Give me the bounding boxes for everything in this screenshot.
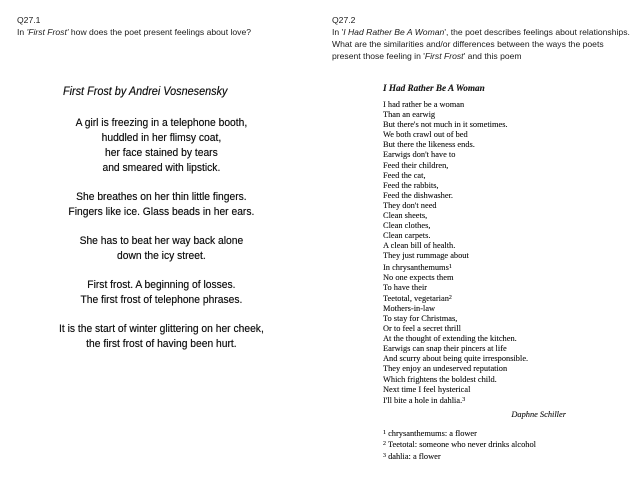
poem-line: the first frost of having been hurt.: [86, 338, 237, 350]
poem-line: They don't need: [383, 200, 437, 210]
poem-title: First Frost by Andrei Vosnesensky: [62, 84, 228, 98]
stanza: [28, 116, 295, 176]
poem-line: First frost. A beginning of losses.: [87, 279, 236, 291]
poem-line: Clean sheets,: [383, 211, 428, 221]
poem-author: Daphne Schiller: [511, 409, 566, 419]
poem-line: Or to feel a secret thrill: [383, 324, 461, 334]
poem-title-ref: 'First Frost': [26, 27, 69, 37]
poem-i-had-rather-be-a-woman: [383, 83, 583, 462]
poem-line: and smeared with lipstick.: [102, 162, 221, 174]
poem-line: To stay for Christmas,: [383, 313, 458, 323]
question-text: In 'First Frost' how does the poet present feelings about love?: [17, 27, 252, 37]
poem-line: And scurry about being quite irresponsible.: [383, 354, 529, 364]
poem-line: huddled in her flimsy coat,: [101, 132, 222, 144]
poem-line: She breathes on her thin little fingers.: [76, 191, 247, 203]
poem-line: But there the likeness ends.: [383, 140, 475, 150]
footnote: $^2$ Teetotal: someone who never drinks alcohol: [383, 440, 536, 450]
poem-line: I had rather be a woman: [383, 100, 465, 109]
poem-line: Fingers like ice. Glass beads in her ears.: [68, 206, 255, 218]
poem-line: down the icy street.: [117, 250, 206, 262]
footnote: $^1$ chrysanthemums: a flower: [383, 428, 477, 438]
poem-line: Next time I feel hysterical: [383, 384, 471, 394]
poem-line: Clean clothes,: [383, 221, 431, 231]
poem-line: Than an earwig: [383, 110, 436, 120]
stanza: [28, 190, 295, 220]
question-number: Q27.2: [332, 15, 356, 25]
footnote: $^3$ dahlia: a flower: [383, 451, 441, 461]
poem-line: They enjoy an undeserved reputation: [383, 364, 508, 374]
stanza: [28, 234, 295, 264]
poem-line: A girl is freezing in a telephone booth,: [75, 117, 248, 129]
poem-line: We both crawl out of bed: [383, 130, 468, 140]
poem-line: No one expects them: [383, 272, 454, 282]
poem-line: Clean carpets.: [383, 231, 431, 241]
poem-first-frost: [28, 84, 295, 366]
poem-line: her face stained by tears: [105, 147, 218, 159]
poem-line: Feed the cat,: [383, 170, 426, 180]
poem-line: She has to beat her way back alone: [79, 235, 244, 247]
poem-title: I Had Rather Be A Woman: [383, 83, 485, 93]
poem-line: It is the start of winter glittering on her cheek,: [58, 323, 264, 335]
poem-line: To have their: [383, 282, 428, 292]
poem-line: At the thought of extending the kitchen.: [383, 334, 517, 344]
poem-line: Earwigs can snap their pincers at life: [383, 344, 507, 354]
footnote-marker: 2: [448, 294, 452, 301]
stanza: [28, 322, 295, 352]
poem-line: Feed the dishwasher.: [383, 190, 454, 200]
footnote-marker: 1: [448, 263, 452, 270]
poem-line: Which frightens the boldest child.: [383, 374, 497, 384]
poem-line: Teetotal, vegetarian$^2$: [383, 293, 452, 303]
question-number: Q27.1: [17, 15, 41, 25]
poem-title-ref: I Had Rather Be A Woman: [343, 27, 445, 37]
poem-line: Mothers-in-law: [383, 303, 436, 313]
poem-line: Feed their children,: [383, 160, 449, 170]
stanza: [28, 278, 295, 308]
poem-title-ref: First Frost: [424, 51, 464, 61]
poem-line: The first frost of telephone phrases.: [80, 294, 243, 306]
poem-line: They just rummage about: [383, 251, 469, 261]
poem-line: Earwigs don't have to: [383, 150, 456, 160]
footnote-marker: 3: [462, 396, 466, 403]
poem-line: In chrysanthemums$^1$: [383, 262, 452, 272]
poem-line: A clean bill of health.: [383, 241, 456, 251]
poem-line: But there's not much in it sometimes.: [383, 120, 508, 130]
question-text: In 'I Had Rather Be A Woman', the poet describes feelings about relationships. What are the similarities and/or differences between the ways the poets present those feeling in 'First Frost' and this poem: [332, 27, 630, 61]
question-27-2: [332, 14, 632, 62]
poem-line: Feed the rabbits,: [383, 180, 439, 190]
poem-line: I'll bite a hole in dahlia.$^3$: [383, 395, 466, 405]
question-27-1: [17, 14, 317, 38]
